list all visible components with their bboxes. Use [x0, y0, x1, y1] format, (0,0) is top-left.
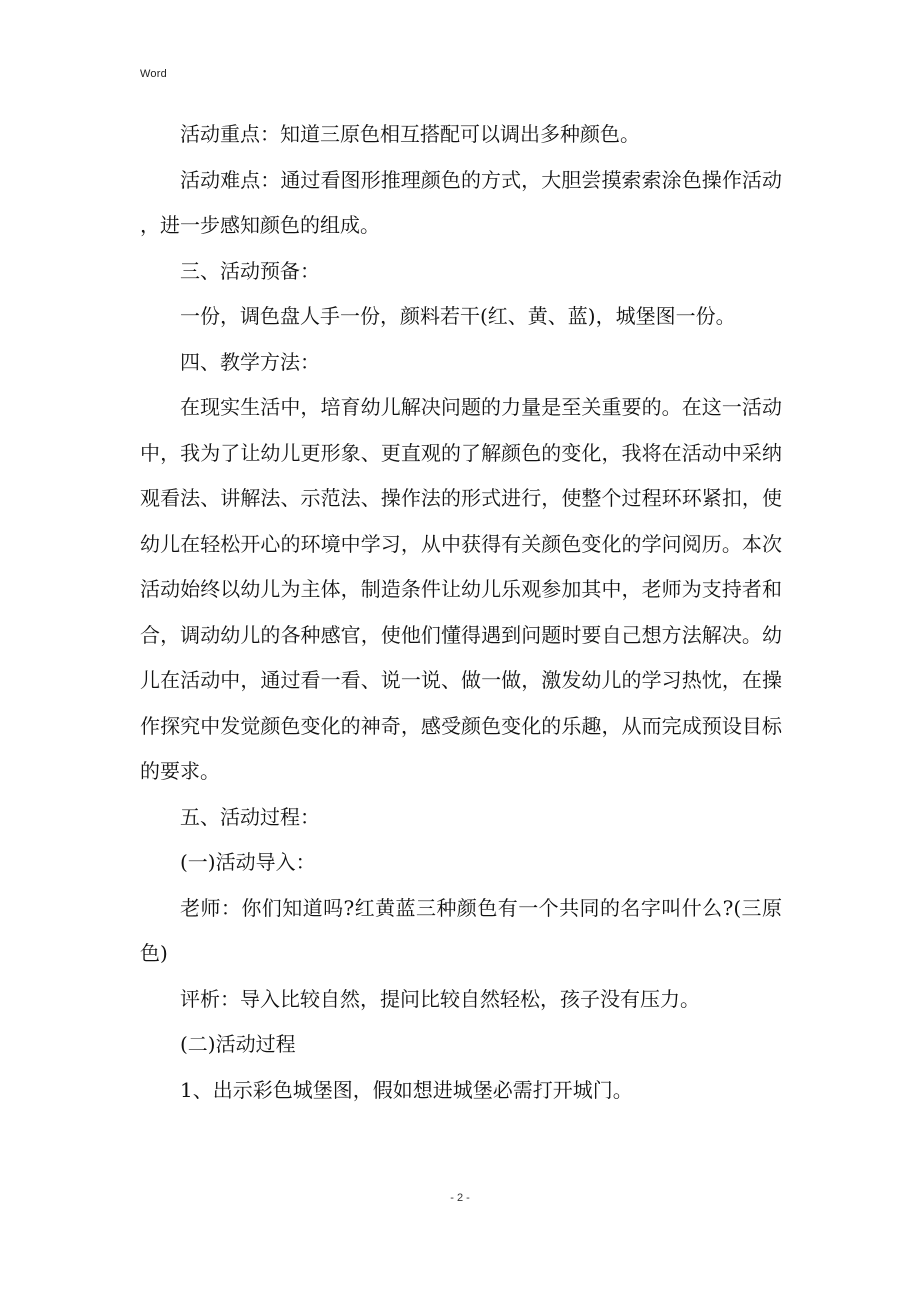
paragraph-key-point: 活动重点：知道三原色相互搭配可以调出多种颜色。: [180, 122, 640, 146]
document-header: [140, 68, 167, 80]
paragraph-analysis: 评析：导入比较自然，提问比较自然轻松，孩子没有压力。: [180, 986, 700, 1011]
subheading-introduction: (一)活动导入：: [180, 850, 316, 874]
header-label: Word: [140, 68, 167, 80]
heading-activity-process: 五、活动过程：: [180, 804, 320, 829]
page-footer: [0, 1192, 920, 1204]
subheading-process: (二)活动过程: [180, 1032, 296, 1056]
heading-preparation: 三、活动预备：: [180, 258, 320, 283]
paragraph-methods: 在现实生活中，培育幼儿解决问题的力量是至关重要的。在这一活动中，我为了让幼儿更形象、更直观的了解颜色的变化，我将在活动中采纳观看法、讲解法、示范法、操作法的形式进行，使整个过程环环紧扣，使幼儿在轻松开心的环境中学习，从中获得有关颜色变化的学问阅历。本次活动始终以幼儿为主体，制造条件让幼儿乐观参加其中，老师为支持者和合，调动幼儿的各种感官，使他们懂得遇到问题时要自己想方法解决。幼儿在活动中，通过看一看、说一说、做一做，激发幼儿的学习热忱，在操作探究中发觉颜色变化的神奇，感受颜色变化的乐趣，从而完成预设目标的要求。: [140, 395, 782, 783]
document-body: [140, 112, 782, 1113]
paragraph-materials: 一份，调色盘人手一份，颜料若干(红、黄、蓝)，城堡图一份。: [180, 304, 736, 328]
paragraph-difficulty: 活动难点：通过看图形推理颜色的方式，大胆尝摸索索涂色操作活动，进一步感知颜色的组成。: [140, 167, 782, 237]
paragraph-step-one: 1、出示彩色城堡图，假如想进城堡必需打开城门。: [180, 1077, 633, 1102]
paragraph-teacher-question: 老师：你们知道吗?红黄蓝三种颜色有一个共同的名字叫什么?(三原色): [140, 895, 782, 965]
heading-teaching-methods: 四、教学方法：: [180, 349, 320, 374]
page-number: - 2 -: [450, 1192, 470, 1204]
